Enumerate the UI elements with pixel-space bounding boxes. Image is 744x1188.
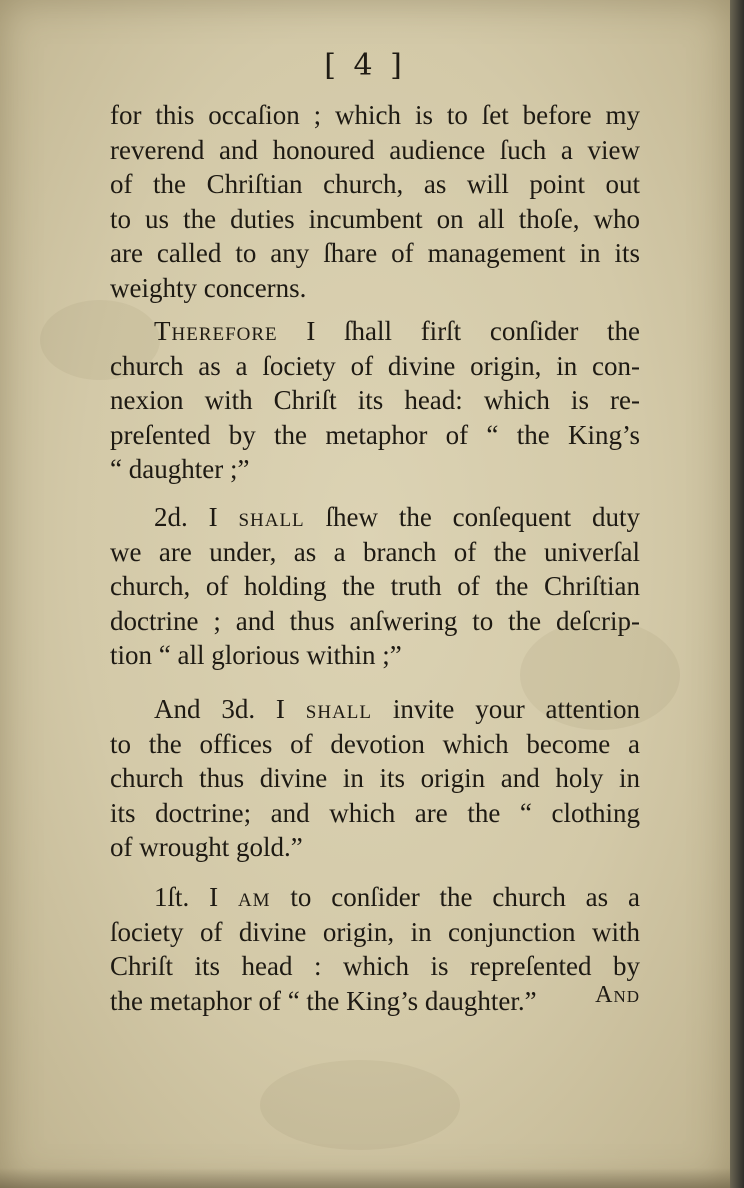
line-lead: 1ſt. I (154, 882, 238, 912)
text-line: weighty concerns. (110, 272, 307, 303)
text-line: doctrine ; and thus anſwering to the deſcrip- (110, 605, 640, 636)
text-line (110, 692, 640, 727)
text-line: to us the duties incumbent on all thoſe, who (110, 203, 640, 234)
small-caps-lead: shall (305, 694, 373, 724)
text-line: we are under, as a branch of the univerſal (110, 536, 640, 567)
small-caps-lead: Therefore (154, 316, 278, 346)
line-lead: And 3d. I (154, 694, 306, 724)
text-line: its doctrine; and which are the “ clothing (110, 797, 640, 828)
line-rest: invite your attention (372, 694, 640, 724)
paragraph-4 (110, 692, 640, 865)
text-line: ſociety of divine origin, in conjunction with (110, 916, 640, 947)
text-line: church as a ſociety of divine origin, in con- (110, 350, 640, 381)
text-line: of wrought gold.” (110, 832, 303, 862)
text-line: to the offices of devotion which become a (110, 728, 640, 759)
text-line (110, 500, 640, 535)
page-number: [ 4 ] (324, 48, 406, 83)
text-line: preſented by the metaphor of “ the King’s (110, 419, 640, 450)
page-edge (730, 0, 744, 1188)
paper-stain (260, 1060, 460, 1150)
small-caps-lead: am (237, 882, 271, 912)
text-line: the metaphor of “ the King’s daughter.” (110, 985, 537, 1016)
text-line: reverend and honoured audience ſuch a view (110, 134, 640, 165)
text-line: tion “ all glorious within ;” (110, 640, 402, 670)
text-line: church thus divine in its origin and holy in (110, 763, 640, 793)
text-line: for this occaſion ; which is to ſet before my (110, 100, 640, 130)
paragraph-2 (110, 314, 640, 487)
text-line: Chriſt its head : which is repreſented by (110, 951, 640, 981)
text-line: church, of holding the truth of the Chriſtian (110, 571, 640, 601)
line-rest: to conſider the church as a (270, 882, 640, 912)
text-line: nexion with Chriſt its head: which is re- (110, 385, 640, 415)
line-rest: I ſhall firſt conſider the (277, 316, 640, 346)
page-bottom-shadow (0, 1168, 730, 1188)
text-line (110, 314, 640, 349)
text-line: “ daughter ;” (110, 454, 250, 484)
line-rest: ſhew the conſequent duty (304, 502, 640, 532)
line-lead: 2d. I (154, 502, 239, 532)
text-line (110, 880, 640, 915)
small-caps-lead: shall (238, 502, 305, 532)
text-line: of the Chriſtian church, as will point out (110, 169, 640, 199)
catchword: And (595, 982, 640, 1008)
text-line: are called to any ſhare of management in its (110, 238, 640, 268)
paragraph-1 (110, 98, 640, 305)
paragraph-3 (110, 500, 640, 673)
